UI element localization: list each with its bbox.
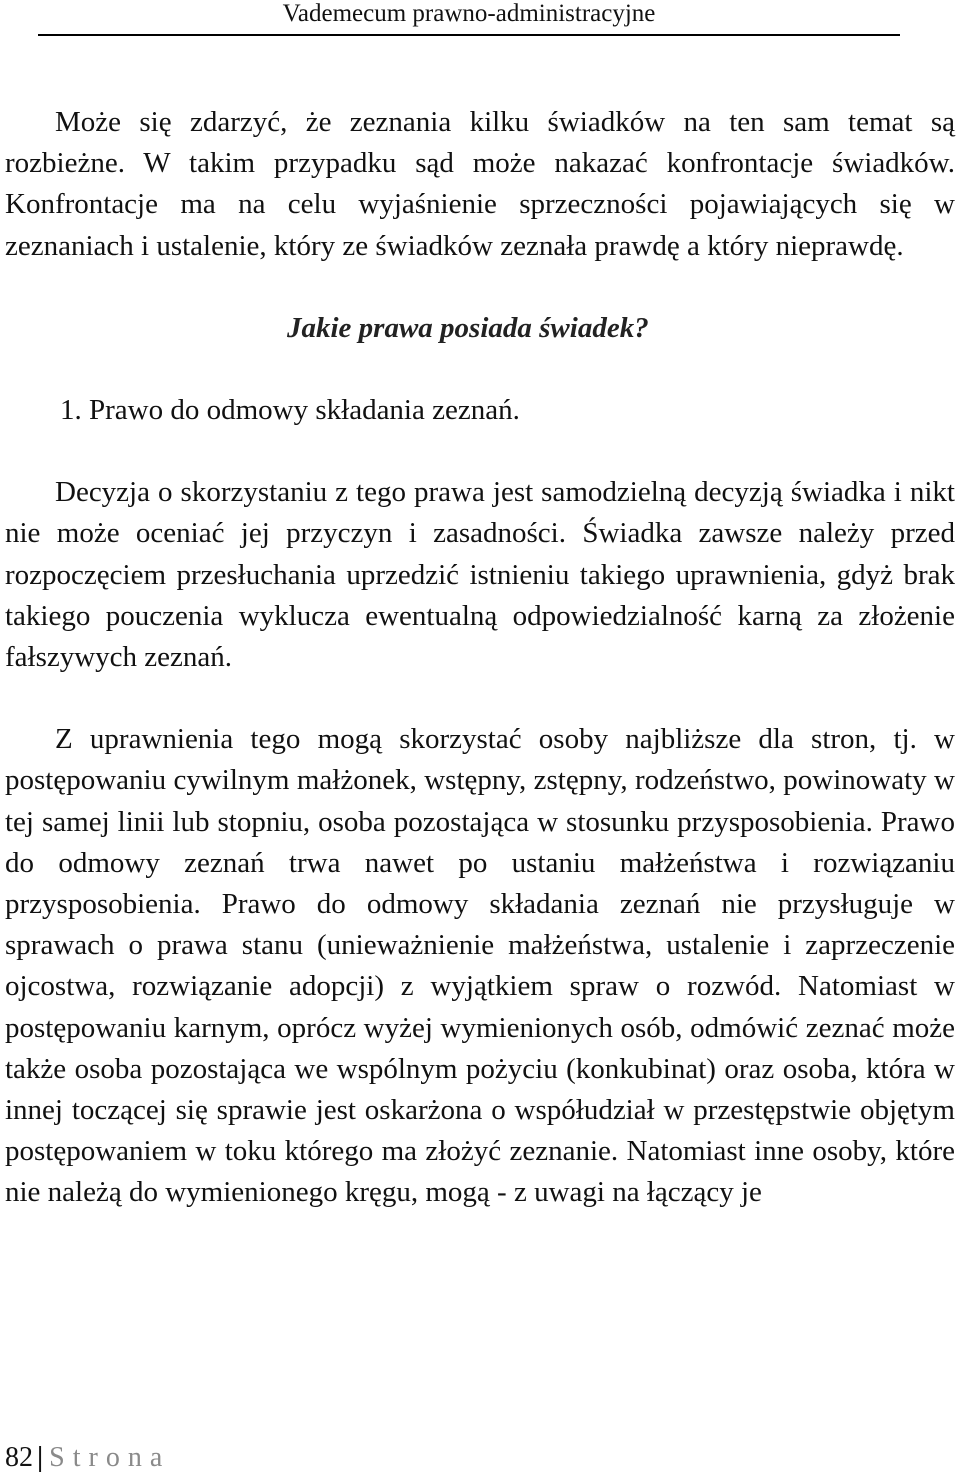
paragraph-eligible-persons: Z uprawnienia tego mogą skorzystać osoby najbliższe dla stron, tj. w postępowaniu cywilnym małżonek, wstępny, zstępny, rodzeństwo, powinowaty w tej samej linii lub stopniu, osoba pozostająca w stosunku przysposobienia. Prawo do odmowy zeznań trwa nawet po ustaniu małżeństwa i rozwiązaniu przysposobienia. Prawo do odmowy składania zeznań nie przysługuje w sprawach o prawa stanu (unieważnienie małżeństwa, ustalenie i zaprzeczenie ojcostwa, rozwiązanie adopcji) z wyjątkiem spraw o rozwód. Natomiast w postępowaniu karnym, oprócz wyżej wymienionych osób, odmówić zeznać może także osoba pozostająca we wspólnym pożyciu (konkubinat) oraz osoba, która w innej toczącej się sprawie jest oskarżona o współudział w przestępstwie objętym postępowaniem w toku którego ma złożyć zeznanie. Natomiast inne osoby, które nie należą do wymienionego kręgu, mogą - z uwagi na łączący je <box>5 723 955 1209</box>
header-title: Vademecum prawno-administracyjne <box>282 0 656 27</box>
section-heading: Jakie prawa posiada świadek? <box>287 311 649 344</box>
list-item-1: 1. Prawo do odmowy składania zeznań. <box>60 394 520 427</box>
paragraph-confrontation: Może się zdarzyć, że zeznania kilku świadków na ten sam temat są rozbieżne. W takim przypadku sąd może nakazać konfrontacje świadków. Konfrontacje ma na celu wyjaśnienie sprzeczności pojawiających się w zeznaniach i ustalenie, który ze świadków zeznała prawdę a który nieprawdę. <box>5 106 955 262</box>
paragraph-decision: Decyzja o skorzystaniu z tego prawa jest samodzielną decyzją świadka i nikt nie może oceniać jej przyczyn i zasadności. Świadka zawsze należy przed rozpoczęciem przesłuchania uprzedzić istnieniu takiego uprawnienia, gdyż brak takiego pouczenia wyklucza ewentualną odpowiedzialność karną za złożenie fałszywych zeznań. <box>5 476 955 674</box>
running-header <box>38 0 900 36</box>
page-footer <box>5 1442 170 1474</box>
footer-separator: | <box>37 1442 44 1473</box>
page-number: 82 <box>5 1442 33 1473</box>
page-body <box>5 102 955 1214</box>
footer-page-label: Strona <box>49 1442 171 1473</box>
